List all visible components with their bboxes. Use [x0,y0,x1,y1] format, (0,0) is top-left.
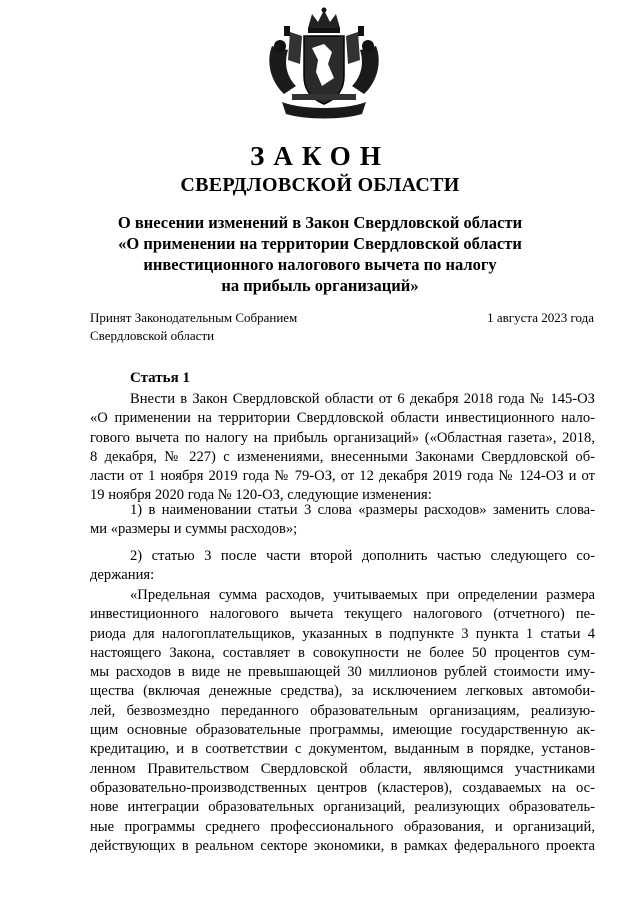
sverdlovsk-coat-of-arms-emblem [262,6,386,122]
text-line: 2) статью 3 после части второй дополнить частью следующего со- [130,548,595,564]
text-line: инвестиционного налогового вычета текущего налогового (отчетного) пе- [90,606,595,623]
document-title: ЗАКОН [250,141,390,171]
text-line: риода для налогоплательщиков, указанных в подпункте 3 пункта 1 статьи 4 [90,625,595,642]
text-line: «Предельная сумма расходов, учитываемых при определении размера [130,587,595,603]
heading-line: «О применении на территории Свердловской области [118,234,522,253]
text-line: гового вычета по налогу на прибыль организаций» («Областная газета», 2018, [90,429,595,446]
text-line: щим основные образовательные программы, имеющие государственную ак- [90,722,595,739]
text-line: лей, безвозмездно переданного образовательным организациям, реализую- [90,702,595,719]
heading-line: на прибыль организаций» [221,276,419,295]
text-line: «О применении на территории Свердловской области инвестиционного нало- [90,410,595,427]
text-line: Внести в Закон Свердловской области от 6 декабря 2018 года № 145-ОЗ [130,391,595,407]
text-line: настоящего Закона, составляет в совокупности не более 50 процентов сум- [90,644,595,661]
text-line: держания: [90,567,155,584]
text-line: ленном Правительством Свердловской области, являющимся участниками [90,760,595,777]
text-line: ные программы среднего профессионального образования, и организаций, [90,818,595,835]
article-paragraph [90,501,595,540]
article-paragraph [90,390,595,506]
article-paragraph [90,586,595,856]
text-line: нове интеграции образовательных организаций, реализующих образователь- [90,799,595,816]
law-heading [0,212,640,296]
article-paragraph [90,547,595,586]
adoption-statement [90,309,297,345]
text-line: 19 ноября 2020 года № 120-ОЗ, следующие изменения: [90,487,432,504]
document-subtitle: СВЕРДЛОВСКОЙ ОБЛАСТИ [180,174,460,196]
text-line: 8 декабря, № 227) с изменениями, внесенными Законами Свердловской об- [90,448,595,465]
text-line: мы расходов в виде не превышающей 30 миллионов рублей стоимости иму- [90,664,595,681]
text-line: ласти от 1 ноября 2019 года № 79-ОЗ, от 12 декабря 2019 года № 124-ОЗ и от [90,468,595,485]
text-line: действующих в реальном секторе экономики, в рамках федерального проекта [90,837,595,854]
text-line: щества (включая денежные средства), за исключением легковых автомоби- [90,683,595,700]
heading-line: О внесении изменений в Закон Свердловской области [117,213,523,232]
adoption-line: Принят Законодательным Собранием [90,310,298,325]
adoption-date: 1 августа 2023 года [487,310,594,325]
adoption-line: Свердловской области [90,328,215,343]
text-line: образовательно-производственных центров (кластеров), создаваемых на ос- [90,779,595,796]
article-title: Статья 1 [130,370,190,386]
heading-line: инвестиционного налогового вычета по налогу [143,255,497,274]
text-line: 1) в наименовании статьи 3 слова «размеры расходов» заменить слова- [130,502,595,518]
text-line: кредитацию, и в соответствии с документом, выданным в порядке, установ- [90,741,595,758]
text-line: ми «размеры и суммы расходов»; [90,521,298,538]
